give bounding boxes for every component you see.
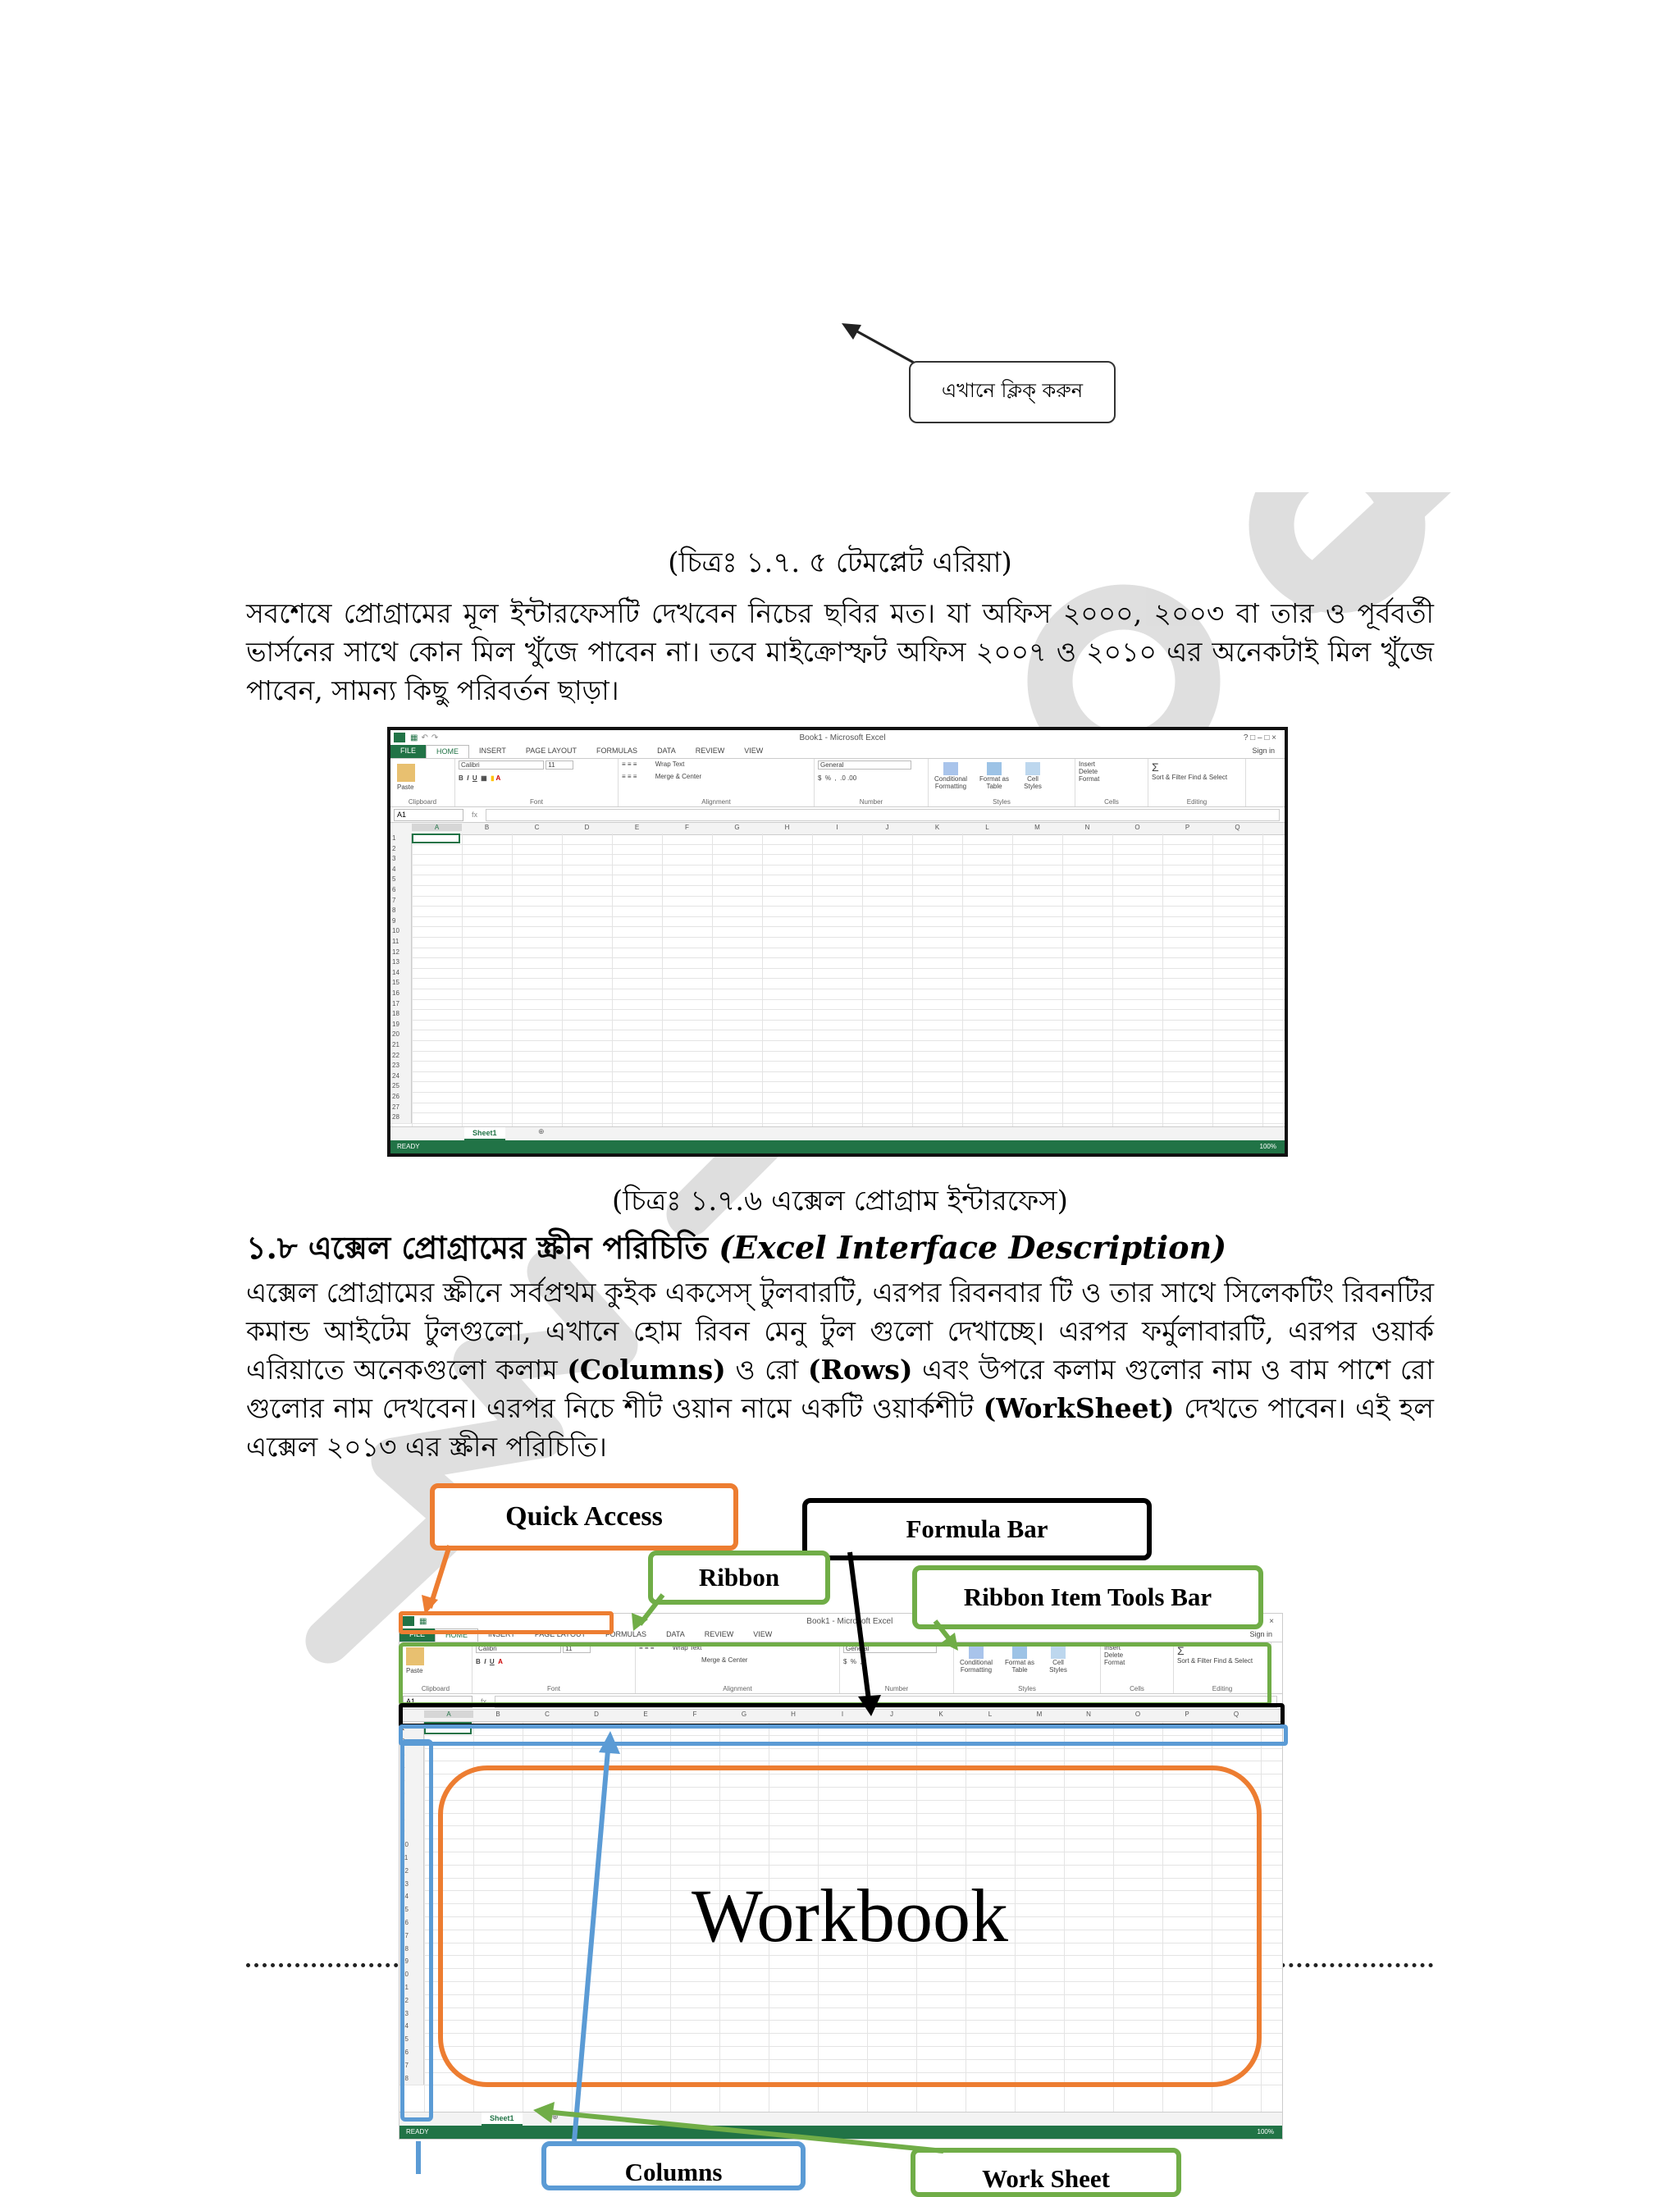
save-icon[interactable]: ▦ bbox=[410, 733, 418, 742]
row-header[interactable]: 23 bbox=[399, 2007, 424, 2021]
row-header[interactable]: 17 bbox=[399, 1930, 424, 1943]
row-header[interactable]: 16 bbox=[399, 1916, 424, 1930]
cell-styles-button[interactable]: Cell Styles bbox=[1019, 762, 1047, 790]
click-here-callout: এখানে ক্লিক্‌ করুন bbox=[909, 361, 1116, 423]
font-name-select-2[interactable]: Calibri bbox=[476, 1644, 561, 1653]
heading-english: (Excel Interface Description) bbox=[719, 1229, 1227, 1266]
tab-review[interactable]: REVIEW bbox=[695, 747, 725, 755]
row-header[interactable]: 11 bbox=[390, 937, 412, 948]
row-header[interactable]: 5 bbox=[399, 1774, 424, 1787]
row-header[interactable]: 13 bbox=[399, 1878, 424, 1891]
redo-icon[interactable]: ↷ bbox=[431, 733, 439, 742]
row-header[interactable]: 8 bbox=[399, 1813, 424, 1826]
zoom-level-2[interactable]: 100% bbox=[1257, 2128, 1274, 2135]
row-header[interactable]: 7 bbox=[399, 1800, 424, 1813]
row-header[interactable]: 26 bbox=[399, 2046, 424, 2059]
row-header[interactable]: 19 bbox=[390, 1020, 412, 1030]
column-header-j[interactable]: J bbox=[885, 824, 889, 831]
group-label-number: Number bbox=[859, 798, 883, 806]
column-header-e[interactable]: E bbox=[643, 1711, 648, 1718]
row-header[interactable]: 9 bbox=[390, 916, 412, 927]
window-title: Book1 - Microsoft Excel bbox=[799, 733, 886, 742]
column-header-h[interactable]: H bbox=[784, 824, 790, 831]
group-label-number-2: Number bbox=[884, 1685, 909, 1692]
paragraph-2-part-4: দেখতে পাবেন। এই হল এক্সেল ২০১৩ এর স্ক্রীন পরিচিতি। bbox=[246, 1392, 1434, 1463]
ribbon-label: Ribbon bbox=[648, 1551, 830, 1605]
row-header[interactable]: 15 bbox=[390, 978, 412, 989]
formula-bar-arrow bbox=[850, 1552, 870, 1706]
ribbon-item-tools-bar-label: Ribbon Item Tools Bar bbox=[912, 1565, 1263, 1629]
column-header-j[interactable]: J bbox=[890, 1711, 893, 1718]
sheet-tab-sheet1[interactable]: Sheet1 bbox=[464, 1127, 505, 1140]
find-select-button-2[interactable]: Find & Select bbox=[1213, 1657, 1253, 1665]
row-header[interactable]: 13 bbox=[390, 957, 412, 968]
tab-data[interactable]: DATA bbox=[657, 747, 676, 755]
row-header[interactable]: 3 bbox=[399, 1748, 424, 1761]
format-as-table-button[interactable]: Format as Table bbox=[978, 762, 1011, 790]
column-header-n[interactable]: N bbox=[1086, 1711, 1091, 1718]
tab-page-layout-2[interactable]: PAGE LAYOUT bbox=[534, 1630, 587, 1638]
paste-button[interactable]: Paste bbox=[397, 783, 414, 791]
sign-in-link-2[interactable]: Sign in bbox=[1249, 1630, 1272, 1638]
row-header[interactable]: 22 bbox=[390, 1051, 412, 1062]
name-box-2[interactable]: A1 bbox=[403, 1696, 472, 1708]
column-header-p[interactable]: P bbox=[1185, 824, 1190, 831]
column-header-k[interactable]: K bbox=[938, 1711, 943, 1718]
row-header[interactable]: 11 bbox=[399, 1852, 424, 1865]
paragraph-2-part-1: এক্সেল প্রোগ্রামের স্ক্রীনে সর্বপ্রথম কুইক একসেস্‌ টুলবারটি, এরপর রিবনবার টি ও তার সাথে সিলেকটিং রিবনটির কমান্ড আইটেম টুলগুলো, এখানে হোম রিবন মেনু টুল গুলো দেখাচ্ছে। এরপর ফর্মুলাবারটি, এরপর ওয়ার্ক এরিয়াতে অনেকগুলো কলাম bbox=[246, 1277, 1434, 1386]
find-select-button[interactable]: Find & Select bbox=[1188, 774, 1228, 781]
tab-file-2[interactable]: FILE bbox=[399, 1628, 435, 1642]
tab-file[interactable]: FILE bbox=[390, 745, 426, 758]
row-header[interactable]: 9 bbox=[399, 1825, 424, 1838]
row-header[interactable]: 8 bbox=[390, 906, 412, 916]
number-format-buttons[interactable]: $ % , .0 .00 bbox=[818, 774, 857, 782]
row-header[interactable]: 12 bbox=[390, 948, 412, 958]
align-icons-2[interactable]: ≡ ≡ ≡ bbox=[622, 773, 637, 780]
row-header[interactable]: 25 bbox=[399, 2033, 424, 2046]
format-button[interactable]: Format bbox=[1079, 775, 1100, 783]
add-sheet-icon[interactable]: ⊕ bbox=[538, 1127, 545, 1135]
paragraph-1: সবশেষে প্রোগ্রামের মূল ইন্টারফেসটি দেখবেন নিচের ছবির মত। যা অফিস ২০০০, ২০০৩ বা তার ও পূর্ববর্তী ভার্সনের সাথে কোন মিল খুঁজে পাবেন না। তবে মাইক্রোস্ফট অফিস ২০০৭ ও ২০১০ এর অনেকটাই মিল খুঁজে পাবেন, সামন্য কিছু পরিবর্তন ছাড়া। bbox=[246, 597, 1434, 706]
status-text-2: READY bbox=[406, 2128, 429, 2135]
group-label-editing-2: Editing bbox=[1212, 1685, 1233, 1692]
row-header[interactable]: 4 bbox=[390, 865, 412, 875]
column-header-a[interactable]: A bbox=[424, 1711, 473, 1718]
fx-icon[interactable]: fx bbox=[472, 811, 478, 819]
number-format-select-2[interactable]: General bbox=[843, 1644, 937, 1653]
row-header[interactable]: 6 bbox=[390, 885, 412, 896]
tab-data-2[interactable]: DATA bbox=[666, 1630, 685, 1638]
group-label-cells: Cells bbox=[1104, 798, 1119, 806]
row-header[interactable]: 14 bbox=[399, 1890, 424, 1903]
group-label-styles: Styles bbox=[993, 798, 1011, 806]
zoom-level[interactable]: 100% bbox=[1259, 1143, 1276, 1150]
wrap-text-button[interactable]: Wrap Text bbox=[655, 760, 685, 768]
column-header-d[interactable]: D bbox=[594, 1711, 599, 1718]
column-header-h[interactable]: H bbox=[791, 1711, 796, 1718]
row-header[interactable]: 19 bbox=[399, 1955, 424, 1968]
row-header[interactable]: 5 bbox=[390, 875, 412, 885]
row-header[interactable]: 14 bbox=[390, 968, 412, 979]
paragraph-2-rows: (Rows) bbox=[807, 1354, 913, 1386]
column-header-i[interactable]: I bbox=[841, 1711, 844, 1718]
workbook-label: Workbook bbox=[691, 1874, 1009, 1957]
tab-formulas-2[interactable]: FORMULAS bbox=[605, 1630, 647, 1638]
tab-insert[interactable]: INSERT bbox=[479, 747, 506, 755]
tab-review-2[interactable]: REVIEW bbox=[704, 1630, 734, 1638]
column-header-q[interactable]: Q bbox=[1235, 824, 1240, 831]
row-header[interactable]: 28 bbox=[390, 1112, 412, 1123]
group-label-alignment-2: Alignment bbox=[723, 1685, 752, 1692]
merge-center-button[interactable]: Merge & Center bbox=[655, 773, 702, 780]
conditional-formatting-button-2[interactable]: Conditional Formatting bbox=[957, 1646, 995, 1674]
row-header[interactable]: 2 bbox=[399, 1735, 424, 1748]
column-header-l[interactable]: L bbox=[988, 1711, 993, 1718]
row-header[interactable]: 24 bbox=[390, 1071, 412, 1082]
autosum-icon[interactable]: Σ bbox=[1152, 760, 1159, 774]
font-size-select-2[interactable]: 11 bbox=[563, 1644, 591, 1653]
row-header[interactable]: 1 bbox=[399, 1722, 424, 1735]
row-header[interactable]: 27 bbox=[399, 2059, 424, 2072]
figure-caption-1: (চিত্রঃ ১.৭. ৫ টেমপ্লেট এরিয়া) bbox=[668, 546, 1012, 579]
work-sheet-label: Work Sheet bbox=[911, 2148, 1181, 2197]
group-label-styles-2: Styles bbox=[1018, 1685, 1036, 1692]
tab-formulas[interactable]: FORMULAS bbox=[596, 747, 638, 755]
column-header-g[interactable]: G bbox=[741, 1711, 747, 1718]
row-header[interactable]: 1 bbox=[390, 834, 412, 844]
columns-arrow bbox=[574, 1741, 609, 2141]
row-header[interactable]: 21 bbox=[390, 1040, 412, 1051]
row-header[interactable]: 18 bbox=[399, 1943, 424, 1956]
tab-home-2[interactable]: HOME bbox=[435, 1628, 478, 1642]
column-header-i[interactable]: I bbox=[836, 824, 838, 831]
figure-caption-2: (চিত্রঃ ১.৭.৬ এক্সেল প্রোগ্রাম ইন্টারফেস) bbox=[612, 1185, 1068, 1217]
window-controls-2[interactable]: × bbox=[1269, 1616, 1274, 1626]
tab-page-layout[interactable]: PAGE LAYOUT bbox=[525, 747, 578, 755]
column-header-l[interactable]: L bbox=[985, 824, 989, 831]
name-box[interactable]: A1 bbox=[394, 809, 463, 821]
undo-icon[interactable]: ↶ bbox=[421, 733, 428, 742]
quick-access-label: Quick Access bbox=[430, 1483, 738, 1551]
group-label-alignment: Alignment bbox=[701, 798, 731, 806]
column-header-g[interactable]: G bbox=[734, 824, 740, 831]
delete-button[interactable]: Delete bbox=[1079, 768, 1098, 775]
row-header[interactable]: 15 bbox=[399, 1903, 424, 1916]
column-header-c[interactable]: C bbox=[545, 1711, 550, 1718]
bold-italic-underline-2[interactable]: B I U A bbox=[476, 1658, 503, 1665]
paragraph-2-part-2: ও রো bbox=[735, 1354, 799, 1386]
row-header[interactable]: 2 bbox=[390, 844, 412, 855]
paragraph-2-worksheet: (WorkSheet) bbox=[983, 1392, 1175, 1424]
column-header-a[interactable]: A bbox=[412, 824, 462, 831]
group-label-clipboard-2: Clipboard bbox=[421, 1685, 450, 1692]
sort-filter-button-2[interactable]: Sort & Filter bbox=[1177, 1657, 1212, 1665]
wrap-text-button-2[interactable]: Wrap Text bbox=[672, 1644, 702, 1651]
row-header[interactable]: 23 bbox=[390, 1061, 412, 1071]
align-icons[interactable]: ≡ ≡ ≡ bbox=[622, 760, 637, 768]
row-header[interactable]: 18 bbox=[390, 1009, 412, 1020]
status-text: READY bbox=[397, 1143, 420, 1150]
group-label-cells-2: Cells bbox=[1130, 1685, 1144, 1692]
row-header[interactable]: 26 bbox=[390, 1092, 412, 1103]
group-label-font: Font bbox=[529, 798, 543, 806]
merge-center-button-2[interactable]: Merge & Center bbox=[701, 1656, 748, 1664]
tab-insert-2[interactable]: INSERT bbox=[488, 1630, 515, 1638]
group-label-clipboard: Clipboard bbox=[408, 798, 437, 806]
row-header[interactable]: 6 bbox=[399, 1787, 424, 1800]
column-header-f[interactable]: F bbox=[692, 1711, 697, 1718]
conditional-formatting-button[interactable]: Conditional Formatting bbox=[932, 762, 970, 790]
insert-button-2[interactable]: Insert bbox=[1104, 1644, 1121, 1651]
row-header[interactable]: 4 bbox=[399, 1761, 424, 1774]
column-header-k[interactable]: K bbox=[934, 824, 940, 831]
column-header-o[interactable]: O bbox=[1134, 824, 1140, 831]
column-header-e[interactable]: E bbox=[634, 824, 640, 831]
row-header[interactable]: 20 bbox=[399, 1968, 424, 1981]
columns-label: Columns bbox=[541, 2141, 806, 2190]
row-header[interactable]: 7 bbox=[390, 896, 412, 907]
column-header-c[interactable]: C bbox=[534, 824, 540, 831]
save-icon-2[interactable]: ▦ bbox=[419, 1616, 427, 1626]
column-header-b[interactable]: B bbox=[484, 824, 490, 831]
column-header-n[interactable]: N bbox=[1084, 824, 1090, 831]
row-header[interactable]: 28 bbox=[399, 2072, 424, 2085]
column-header-p[interactable]: P bbox=[1185, 1711, 1189, 1718]
work-sheet-arrow bbox=[545, 2112, 943, 2151]
sheet-tab-sheet1-2[interactable]: Sheet1 bbox=[482, 2112, 523, 2126]
column-header-q[interactable]: Q bbox=[1233, 1711, 1239, 1718]
tab-view-2[interactable]: VIEW bbox=[753, 1630, 773, 1638]
paragraph-2-part-3: এবং উপরে কলাম গুলোর নাম ও বাম পাশে রো গুলোর নাম দেখবেন। এরপর নিচে শীট ওয়ান নামে একটি ওয়ার্কশীট bbox=[246, 1354, 1434, 1424]
sort-filter-button[interactable]: Sort & Filter bbox=[1152, 774, 1187, 781]
column-header-o[interactable]: O bbox=[1134, 1711, 1141, 1718]
number-format-buttons-2[interactable]: $ % , bbox=[843, 1658, 862, 1665]
format-button-2[interactable]: Format bbox=[1104, 1659, 1125, 1666]
heading-bengali: ১.৮ এক্সেল প্রোগ্রামের স্ক্রীন পরিচিতি bbox=[246, 1229, 708, 1266]
row-header[interactable]: 27 bbox=[390, 1103, 412, 1113]
autosum-icon-2[interactable]: Σ bbox=[1177, 1644, 1185, 1657]
paste-button-2[interactable]: Paste bbox=[406, 1667, 423, 1674]
add-sheet-icon-2[interactable]: ⊕ bbox=[552, 2112, 559, 2121]
tab-home[interactable]: HOME bbox=[426, 745, 469, 758]
fx-icon-2[interactable]: fx bbox=[481, 1697, 487, 1706]
group-label-font-2: Font bbox=[546, 1685, 560, 1692]
row-header[interactable]: 10 bbox=[399, 1838, 424, 1852]
row-header[interactable]: 3 bbox=[390, 854, 412, 865]
window-controls[interactable]: ? □ – □ × bbox=[1243, 733, 1276, 742]
window-title-2: Book1 - Microsoft Excel bbox=[806, 1616, 893, 1626]
delete-button-2[interactable]: Delete bbox=[1104, 1651, 1124, 1659]
row-header[interactable]: 22 bbox=[399, 1994, 424, 2007]
paragraph-2-columns: (Columns) bbox=[567, 1354, 726, 1386]
format-as-table-button-2[interactable]: Format as Table bbox=[1003, 1646, 1036, 1674]
group-label-editing: Editing bbox=[1186, 798, 1208, 806]
row-header[interactable]: 17 bbox=[390, 999, 412, 1010]
tab-view[interactable]: VIEW bbox=[744, 747, 764, 755]
row-header[interactable]: 25 bbox=[390, 1081, 412, 1092]
sign-in-link[interactable]: Sign in bbox=[1252, 747, 1275, 755]
number-format-select[interactable]: General bbox=[818, 760, 911, 770]
row-header[interactable]: 21 bbox=[399, 1981, 424, 1994]
column-header-d[interactable]: D bbox=[584, 824, 590, 831]
row-header[interactable]: 20 bbox=[390, 1030, 412, 1040]
align-icons-3[interactable]: ≡ ≡ ≡ bbox=[639, 1644, 655, 1651]
font-size-select[interactable]: 11 bbox=[546, 760, 573, 770]
font-name-select[interactable]: Calibri bbox=[459, 760, 544, 770]
column-header-m[interactable]: M bbox=[1034, 824, 1040, 831]
formula-bar-label: Formula Bar bbox=[802, 1498, 1152, 1560]
row-header[interactable]: 16 bbox=[390, 989, 412, 999]
column-header-b[interactable]: B bbox=[495, 1711, 500, 1718]
row-header[interactable]: 12 bbox=[399, 1865, 424, 1878]
bold-italic-underline[interactable]: B I U ▦ ▮ A bbox=[459, 774, 501, 782]
row-header[interactable]: 24 bbox=[399, 2020, 424, 2033]
column-header-m[interactable]: M bbox=[1036, 1711, 1043, 1718]
cell-styles-button-2[interactable]: Cell Styles bbox=[1044, 1646, 1072, 1674]
insert-button[interactable]: Insert bbox=[1079, 760, 1096, 768]
row-header[interactable]: 10 bbox=[390, 926, 412, 937]
column-header-f[interactable]: F bbox=[685, 824, 689, 831]
